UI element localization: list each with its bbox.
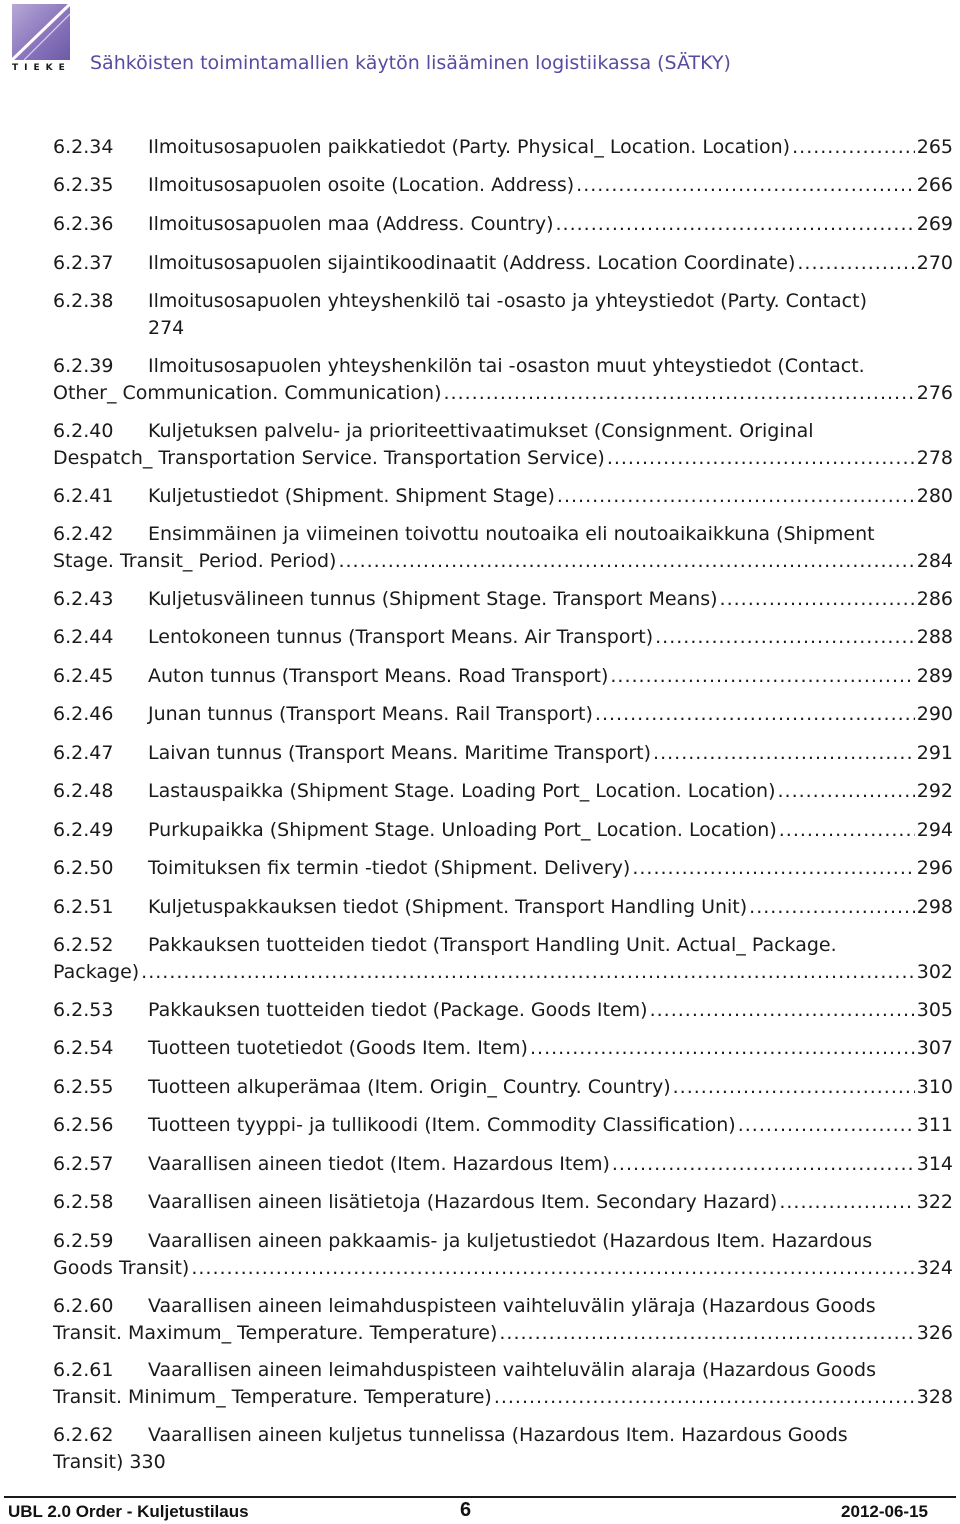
toc-leader-dots <box>738 1112 915 1139</box>
toc-entry[interactable] <box>53 932 953 986</box>
toc-entry-title: Tuotteen tyyppi- ja tullikoodi (Item. Commodity Classification) <box>148 1114 736 1136</box>
toc-entry-number: 6.2.52 <box>53 934 114 956</box>
toc-entry-title-cont: Despatch_ Transportation Service. Transportation Service) <box>53 447 605 469</box>
toc-leader-dots <box>779 1189 914 1216</box>
toc-entry-page: 265 <box>916 136 953 158</box>
logo-mark-icon <box>12 4 70 60</box>
toc-entry-number: 6.2.53 <box>53 999 114 1021</box>
toc-entry[interactable] <box>53 855 953 882</box>
toc-leader-dots <box>650 997 915 1024</box>
footer-date: 2012-06-15 <box>841 1502 928 1521</box>
toc-entry[interactable] <box>53 134 953 161</box>
toc-entry-page: 291 <box>916 742 953 764</box>
toc-entry-number: 6.2.61 <box>53 1359 114 1381</box>
toc-leader-dots <box>612 1151 915 1178</box>
toc-entry[interactable] <box>53 1228 953 1282</box>
toc-entry[interactable] <box>53 817 953 844</box>
toc-leader-dots <box>720 586 915 613</box>
toc-leader-dots <box>556 211 915 238</box>
toc-entry-page: 286 <box>916 588 953 610</box>
toc-entry-title: Ilmoitusosapuolen paikkatiedot (Party. Physical_ Location. Location) <box>148 136 791 158</box>
toc-entry-page: 310 <box>916 1076 953 1098</box>
toc-entry-number: 6.2.40 <box>53 420 114 442</box>
toc-entry[interactable] <box>53 894 953 921</box>
toc-entry[interactable] <box>53 483 953 510</box>
toc-entry-page: 290 <box>916 703 953 725</box>
toc-leader-dots <box>797 250 914 277</box>
toc-entry-number: 6.2.50 <box>53 857 114 879</box>
toc-leader-dots <box>191 1255 914 1282</box>
toc-entry[interactable] <box>53 778 953 805</box>
toc-entry-number: 6.2.60 <box>53 1295 114 1317</box>
toc-leader-dots <box>607 445 915 472</box>
toc-leader-dots <box>494 1384 915 1411</box>
toc-entry-title: Kuljetuksen palvelu- ja prioriteettivaatimukset (Consignment. Original <box>148 420 814 442</box>
toc-leader-dots <box>749 894 915 921</box>
toc-entry[interactable] <box>53 1151 953 1178</box>
toc-leader-dots <box>653 740 915 767</box>
toc-leader-dots <box>779 817 915 844</box>
toc-entry-title: Kuljetuspakkauksen tiedot (Shipment. Transport Handling Unit) <box>148 896 748 918</box>
toc-entry-page: 270 <box>916 252 953 274</box>
toc-entry-page: 314 <box>916 1153 953 1175</box>
toc-entry-page: 296 <box>916 857 953 879</box>
toc-entry-number: 6.2.47 <box>53 742 114 764</box>
toc-leader-dots <box>576 172 915 199</box>
toc-entry-title: Kuljetustiedot (Shipment. Shipment Stage) <box>148 485 555 507</box>
toc-leader-dots <box>655 624 915 651</box>
toc-entry[interactable] <box>53 997 953 1024</box>
page-footer <box>0 1494 960 1524</box>
toc-entry-title-cont: Package) <box>53 961 140 983</box>
toc-entry-title: Vaarallisen aineen kuljetus tunnelissa (Hazardous Item. Hazardous Goods <box>148 1424 848 1446</box>
toc-entry-page: 328 <box>916 1386 953 1408</box>
toc-entry-number: 6.2.36 <box>53 213 114 235</box>
toc-leader-dots <box>632 855 914 882</box>
toc-entry[interactable] <box>53 740 953 767</box>
toc-entry[interactable] <box>53 1189 953 1216</box>
footer-divider <box>4 1496 956 1498</box>
toc-entry-title: Tuotteen alkuperämaa (Item. Origin_ Country. Country) <box>148 1076 671 1098</box>
toc-entry-number: 6.2.58 <box>53 1191 114 1213</box>
toc-leader-dots <box>530 1035 915 1062</box>
toc-entry-number: 6.2.34 <box>53 136 114 158</box>
toc-leader-dots <box>338 548 914 575</box>
toc-entry-title: Vaarallisen aineen leimahduspisteen vaihteluvälin alaraja (Hazardous Goods <box>148 1359 876 1381</box>
toc-entry-number: 6.2.38 <box>53 290 114 312</box>
toc-entry-page: 284 <box>916 550 953 572</box>
toc-entry-page: 298 <box>916 896 953 918</box>
toc-entry-page: 289 <box>916 665 953 687</box>
toc-leader-dots <box>499 1320 914 1347</box>
toc-entry[interactable] <box>53 521 953 575</box>
toc-entry-number: 6.2.57 <box>53 1153 114 1175</box>
toc-entry-title: Vaarallisen aineen lisätietoja (Hazardous Item. Secondary Hazard) <box>148 1191 778 1213</box>
toc-entry[interactable] <box>53 250 953 277</box>
toc-entry-title: Ilmoitusosapuolen osoite (Location. Address) <box>148 174 575 196</box>
toc-entry[interactable] <box>53 418 953 472</box>
toc-entry-page: 322 <box>916 1191 953 1213</box>
toc-entry-page: 274 <box>148 317 185 339</box>
toc-entry-page: 305 <box>916 999 953 1021</box>
toc-entry-page: 302 <box>916 961 953 983</box>
toc-entry-number: 6.2.42 <box>53 523 114 545</box>
toc-entry-title-cont: Transit. Minimum_ Temperature. Temperature) <box>53 1386 492 1408</box>
toc-entry-page: 307 <box>916 1037 953 1059</box>
document-header-title: Sähköisten toimintamallien käytön lisääminen logistiikassa (SÄTKY) <box>90 52 731 74</box>
toc-entry-page: 288 <box>916 626 953 648</box>
toc-entry[interactable] <box>53 1074 953 1101</box>
toc-entry-title: Toimituksen fix termin -tiedot (Shipment. Delivery) <box>148 857 631 879</box>
toc-entry-number: 6.2.46 <box>53 703 114 725</box>
toc-entry-title: Junan tunnus (Transport Means. Rail Transport) <box>148 703 593 725</box>
toc-entry-number: 6.2.51 <box>53 896 114 918</box>
toc-leader-dots <box>444 380 915 407</box>
toc-entry-title: Pakkauksen tuotteiden tiedot (Transport Handling Unit. Actual_ Package. <box>148 934 837 956</box>
toc-entry-title: Ensimmäinen ja viimeinen toivottu noutoaika eli noutoaikaikkuna (Shipment <box>148 523 875 545</box>
toc-entry-title: Vaarallisen aineen tiedot (Item. Hazardous Item) <box>148 1153 610 1175</box>
toc-entry-title: Auton tunnus (Transport Means. Road Transport) <box>148 665 609 687</box>
toc-entry-title: Ilmoitusosapuolen maa (Address. Country) <box>148 213 554 235</box>
toc-entry-title: Laivan tunnus (Transport Means. Maritime Transport) <box>148 742 652 764</box>
toc-entry[interactable] <box>53 586 953 613</box>
footer-document-name: UBL 2.0 Order - Kuljetustilaus <box>8 1502 249 1521</box>
toc-entry[interactable] <box>53 353 953 407</box>
toc-entry-title: Ilmoitusosapuolen yhteyshenkilön tai -osaston muut yhteystiedot (Contact. <box>148 355 865 377</box>
toc-entry[interactable] <box>53 701 953 728</box>
toc-entry-number: 6.2.43 <box>53 588 114 610</box>
toc-entry-title: Kuljetusvälineen tunnus (Shipment Stage. Transport Means) <box>148 588 718 610</box>
toc-entry[interactable] <box>53 1293 953 1347</box>
toc-entry-page: 311 <box>916 1114 953 1136</box>
toc-leader-dots <box>557 483 915 510</box>
toc-entry[interactable] <box>53 211 953 238</box>
toc-leader-dots <box>610 663 914 690</box>
toc-entry-number: 6.2.49 <box>53 819 114 841</box>
toc-entry-title-cont: Goods Transit) <box>53 1257 190 1279</box>
toc-entry-number: 6.2.44 <box>53 626 114 648</box>
toc-entry-title-cont: Transit) 330 <box>53 1451 166 1473</box>
toc-entry[interactable] <box>53 1035 953 1062</box>
toc-entry-title: Vaarallisen aineen leimahduspisteen vaihteluvälin yläraja (Hazardous Goods <box>148 1295 876 1317</box>
tieke-logo <box>12 4 70 76</box>
toc-entry-number: 6.2.56 <box>53 1114 114 1136</box>
toc-entry-page: 278 <box>916 447 953 469</box>
toc-leader-dots <box>141 959 915 986</box>
toc-leader-dots <box>777 778 914 805</box>
toc-entry-number: 6.2.35 <box>53 174 114 196</box>
toc-entry-title: Purkupaikka (Shipment Stage. Unloading Port_ Location. Location) <box>148 819 777 841</box>
page-header <box>0 0 960 100</box>
toc-entry-page: 266 <box>916 174 953 196</box>
toc-entry-number: 6.2.59 <box>53 1230 114 1252</box>
toc-entry-number: 6.2.62 <box>53 1424 114 1446</box>
toc-entry-title: Ilmoitusosapuolen sijaintikoodinaatit (Address. Location Coordinate) <box>148 252 796 274</box>
toc-entry-number: 6.2.54 <box>53 1037 114 1059</box>
toc-leader-dots <box>673 1074 915 1101</box>
toc-entry-number: 6.2.55 <box>53 1076 114 1098</box>
toc-leader-dots <box>595 701 915 728</box>
toc-entry-title: Pakkauksen tuotteiden tiedot (Package. Goods Item) <box>148 999 648 1021</box>
toc-entry[interactable] <box>53 624 953 651</box>
toc-entry-number: 6.2.41 <box>53 485 114 507</box>
toc-entry-title: Vaarallisen aineen pakkaamis- ja kuljetustiedot (Hazardous Item. Hazardous <box>148 1230 873 1252</box>
toc-entry-page: 269 <box>916 213 953 235</box>
toc-entry-title: Tuotteen tuotetiedot (Goods Item. Item) <box>148 1037 528 1059</box>
toc-entry[interactable] <box>53 1422 953 1476</box>
logo-text: TIEKE <box>12 63 71 73</box>
toc-entry-page: 280 <box>916 485 953 507</box>
toc-entry-title-cont: Stage. Transit_ Period. Period) <box>53 550 337 572</box>
toc-entry-page: 294 <box>916 819 953 841</box>
toc-entry-title-cont: Other_ Communication. Communication) <box>53 382 442 404</box>
toc-entry-page: 326 <box>916 1322 953 1344</box>
toc-entry-title-cont: Transit. Maximum_ Temperature. Temperature) <box>53 1322 498 1344</box>
toc-entry-title: Lentokoneen tunnus (Transport Means. Air Transport) <box>148 626 654 648</box>
toc-entry-page: 276 <box>916 382 953 404</box>
toc-entry-number: 6.2.39 <box>53 355 114 377</box>
toc-entry-number: 6.2.37 <box>53 252 114 274</box>
toc-entry[interactable] <box>53 288 953 342</box>
toc-entry-page: 324 <box>916 1257 953 1279</box>
toc-entry[interactable] <box>53 1112 953 1139</box>
toc-entry-number: 6.2.48 <box>53 780 114 802</box>
toc-entry-title: Lastauspaikka (Shipment Stage. Loading Port_ Location. Location) <box>148 780 776 802</box>
toc-entry-page: 292 <box>916 780 953 802</box>
toc-entry[interactable] <box>53 663 953 690</box>
toc-leader-dots <box>792 134 915 161</box>
toc-entry-number: 6.2.45 <box>53 665 114 687</box>
toc-entry[interactable] <box>53 172 953 199</box>
footer-page-number: 6 <box>460 1499 472 1521</box>
toc-entry-title: Ilmoitusosapuolen yhteyshenkilö tai -osasto ja yhteystiedot (Party. Contact) <box>148 290 867 312</box>
toc-entry[interactable] <box>53 1357 953 1411</box>
